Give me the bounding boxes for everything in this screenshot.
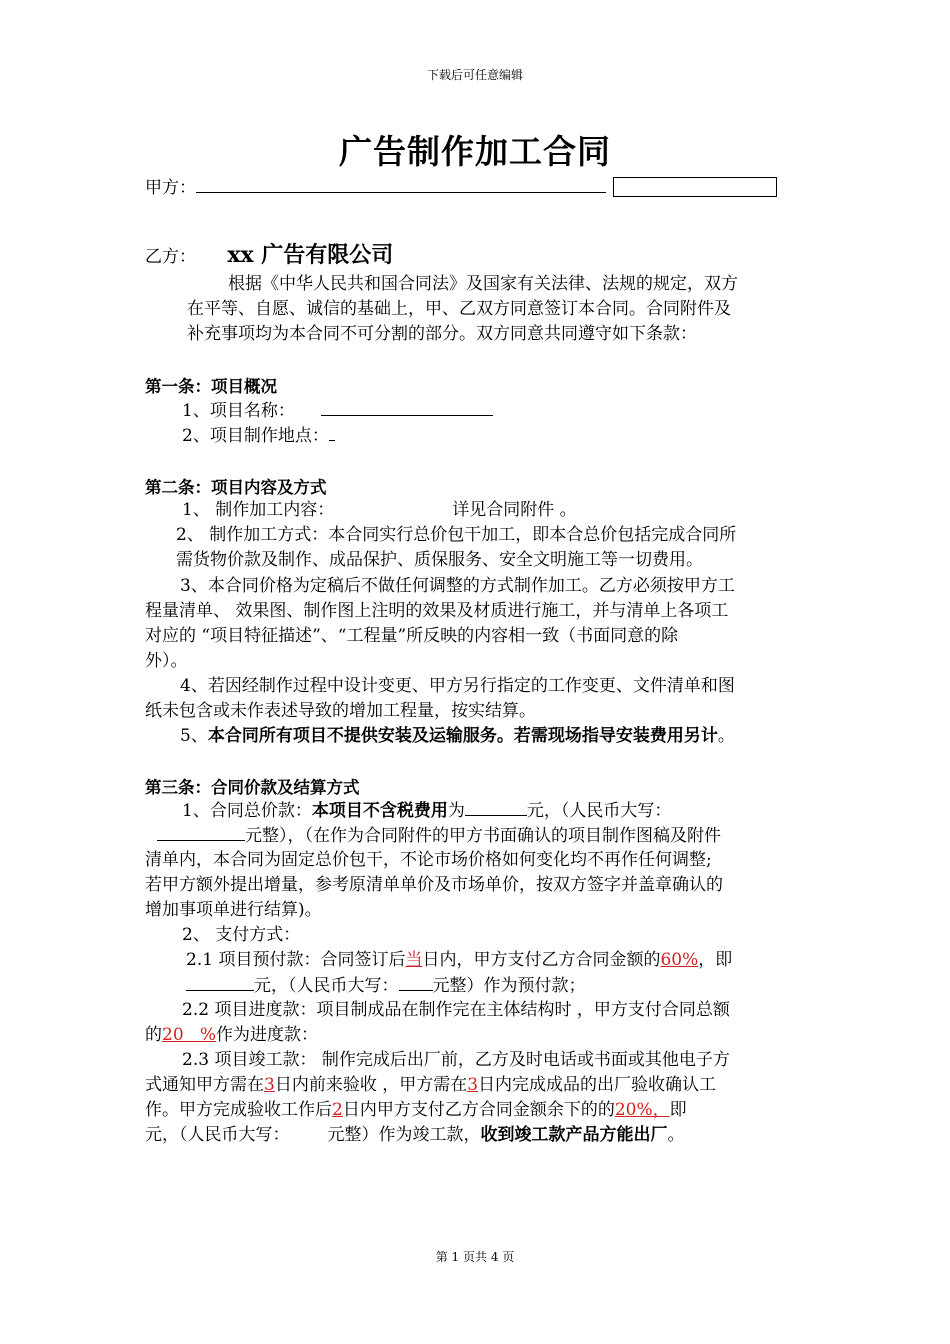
article-2-item-2-line-1: 2、 制作加工方式：本合同实行总价包干加工，即本合总价包括完成合同所	[176, 525, 737, 545]
article-2-item-4-line-1: 4、若因经制作过程中设计变更、甲方另行指定的工作变更、文件清单和图	[180, 676, 735, 696]
item-5-end: 。	[717, 726, 735, 746]
project-location-blank[interactable]	[329, 423, 335, 441]
progress-text-b: 作为进度款：	[216, 1025, 318, 1045]
total-price-wei: 为	[447, 801, 465, 821]
completion-text-f: 即	[669, 1100, 687, 1120]
article-2-item-4-line-2: 纸未包含或未作表述导致的增加工程量，按实结算。	[145, 701, 536, 721]
payment-method-heading: 2、 支付方式：	[182, 925, 301, 945]
production-content-label: 1、 制作加工内容：	[182, 500, 335, 520]
completion-end: 。	[667, 1125, 685, 1145]
advance-rmb-blank[interactable]	[399, 973, 433, 991]
total-price-line-3: 清单内，本合同为固定总价包干，不论市场价格如何变化均不再作任何调整;	[145, 850, 712, 870]
document-title: 广告制作加工合同	[339, 132, 611, 171]
advance-amount-blank[interactable]	[186, 973, 254, 991]
completion-payment-line-1: 2.3 项目竣工款： 制作完成后出厂前，乙方及时电话或书面或其他电子方	[182, 1050, 730, 1070]
completion-text-c: 日内完成成品的出厂验收确认工	[478, 1075, 717, 1095]
party-b-name: xx 广告有限公司	[227, 242, 394, 268]
party-a-blank[interactable]	[196, 175, 606, 193]
total-price-bold: 本项目不含税费用	[311, 801, 448, 821]
article-2-item-3-line-3: 对应的 “项目特征描述”、“工程量”所反映的内容相一致（书面同意的除	[145, 626, 679, 646]
party-a-line	[145, 175, 606, 201]
advance-text-a: 2.1 项目预付款：合同签订后	[186, 950, 406, 970]
advance-payment-line-2	[186, 973, 586, 999]
total-price-label: 1、合同总价款：	[182, 801, 312, 821]
payment-days: 2	[332, 1100, 343, 1120]
intro-line-1: 根据《中华人民共和国合同法》及国家有关法律、法规的规定，双方	[228, 274, 738, 294]
completion-text-e: 日内甲方支付乙方合同金额余下的的	[342, 1100, 615, 1120]
total-price-line-5: 增加事项单进行结算)。	[145, 900, 322, 920]
article-2-item-3-line-2: 程量清单、 效果图、制作图上注明的效果及材质进行施工，并与清单上各项工	[145, 601, 729, 621]
advance-text-b: 日内，甲方支付乙方合同金额的	[422, 950, 661, 970]
item-5-bold-text: 本合同所有项目不提供安装及运输服务。若需现场指导安装费用另计	[207, 726, 718, 746]
project-name-blank[interactable]	[321, 398, 493, 416]
total-price-line-1	[182, 798, 671, 824]
progress-percent: 20 %	[162, 1025, 216, 1045]
total-price-line-4: 若甲方额外提出增量，参考原清单单价及市场单价，按双方签字并盖章确认的	[145, 875, 723, 895]
article-1-item-1	[182, 398, 493, 424]
total-price-blank[interactable]	[465, 798, 527, 816]
party-a-box[interactable]	[613, 177, 777, 197]
completion-payment-line-2	[145, 1073, 716, 1098]
project-location-label: 2、项目制作地点：	[182, 426, 329, 446]
intro-line-3: 补充事项均为本合同不可分割的部分。双方同意共同遵守如下条款：	[187, 324, 697, 344]
page-number: 第 1 页共 4 页	[435, 1250, 515, 1264]
page-header-note: 下载后可任意编辑	[426, 68, 523, 82]
party-a-label: 甲方：	[145, 178, 196, 198]
production-content-value: 详见合同附件 。	[452, 500, 577, 520]
completion-payment-line-3	[145, 1098, 687, 1123]
advance-rmb-end: 元整）作为预付款；	[432, 976, 586, 996]
completion-text-a: 式通知甲方需在	[145, 1075, 264, 1095]
article-1-item-2	[182, 423, 335, 449]
inspection-complete-days: 3	[467, 1075, 479, 1095]
article-2-item-5	[180, 724, 735, 749]
total-price-line-2-text: 元整），（在作为合同附件的甲方书面确认的项目制作图稿及附件	[245, 826, 721, 846]
progress-text-a: 的	[145, 1025, 162, 1045]
inspection-notice-days: 3	[264, 1075, 275, 1095]
intro-line-2: 在平等、自愿、诚信的基础上，甲、乙双方同意签订本合同。合同附件及	[187, 299, 731, 319]
advance-percent: 60%	[660, 950, 699, 970]
completion-rmb-end: 元整）作为竣工款，	[327, 1125, 481, 1145]
project-name-label: 1、项目名称：	[182, 401, 295, 421]
progress-payment-line-1: 2.2 项目进度款：项目制成品在制作完在主体结构时 ，甲方支付合同总额	[182, 1000, 730, 1020]
total-price-rmb-label: 元，（人民币大写：	[526, 801, 672, 821]
completion-rmb-label: 元，（人民币大写：	[145, 1125, 290, 1145]
article-3-heading: 第三条：合同价款及结算方式	[145, 778, 360, 797]
total-price-rmb-blank[interactable]	[157, 823, 245, 841]
item-5-number: 5、	[180, 726, 208, 746]
article-1-heading: 第一条：项目概况	[145, 377, 277, 396]
advance-payment-line-1	[186, 948, 732, 973]
completion-payment-line-4	[145, 1123, 685, 1148]
completion-text-d: 作。甲方完成验收工作后	[145, 1100, 332, 1120]
party-b-label: 乙方：	[145, 247, 196, 267]
completion-text-b: 日内前来验收 ，甲方需在	[274, 1075, 468, 1095]
completion-bold-text: 收到竣工款产品方能出厂	[480, 1125, 668, 1145]
total-price-line-2	[157, 823, 721, 849]
advance-rmb-label: 元，（人民币大写：	[254, 976, 399, 996]
progress-payment-line-2	[145, 1023, 318, 1048]
article-2-item-3-line-4: 外）。	[145, 651, 188, 671]
article-2-item-2-line-2: 需货物价款及制作、成品保护、质保服务、安全文明施工等一切费用。	[176, 550, 703, 570]
party-b-line	[145, 238, 393, 269]
completion-percent: 20%，	[614, 1100, 670, 1120]
article-2-item-1	[182, 498, 577, 523]
advance-days: 当	[405, 950, 423, 970]
advance-text-c: ，即	[698, 950, 733, 970]
article-2-item-3-line-1: 3、本合同价格为定稿后不做任何调整的方式制作加工。乙方必须按甲方工	[180, 576, 735, 596]
article-2-heading: 第二条：项目内容及方式	[145, 478, 327, 497]
